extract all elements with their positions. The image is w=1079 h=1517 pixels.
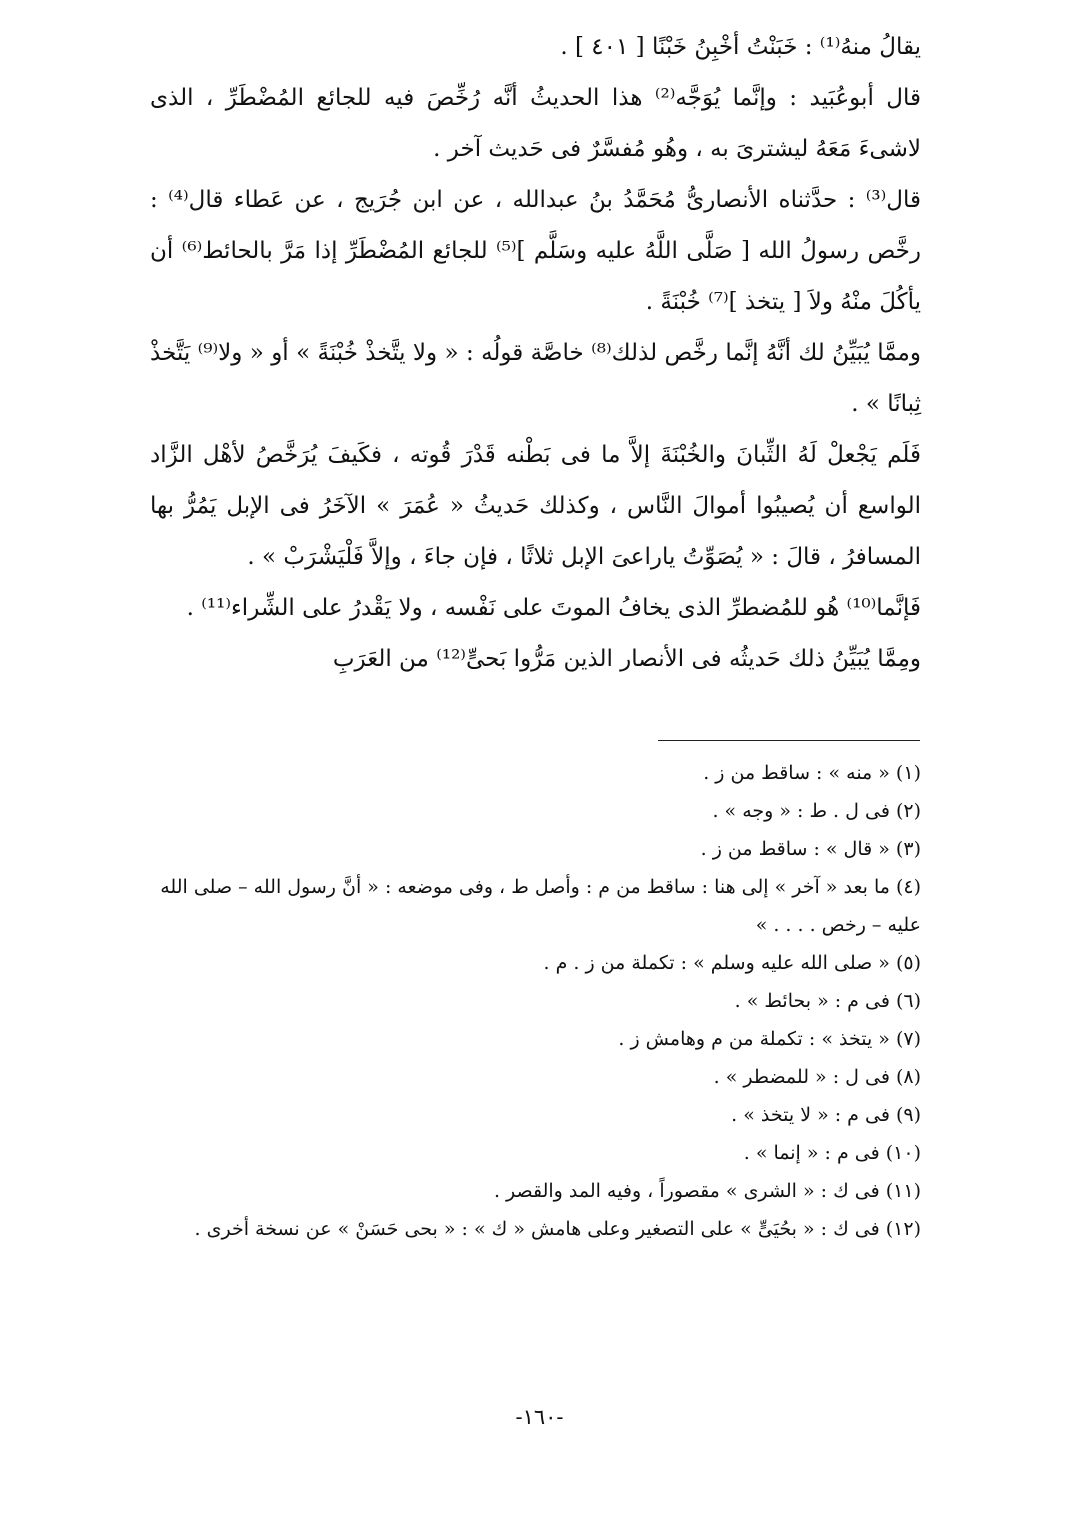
main-text (150, 22, 921, 685)
footnote-12: (١٢) فى ك : « بحُيَىٍّ » على التصغير وعلى هامش « ك » : « بحى حَسَنْ » عن نسخة أخرى . (194, 1218, 921, 1240)
footnote-7: (٧) « يتخذ » : تكملة من م وهامش ز . (618, 1028, 921, 1050)
body-paragraph-2: قال أبوعُبَيد : وإنَّما يُوَجَّه⁽²⁾ هذا الحديثُ أنَّه رُخِّصَ فيه للجائع المُضْطَرِّ ، الذى لاشىءَ مَعَهُ ليشترىَ به ، وهُو مُفسَّرٌ فى حَديث آخر . (150, 85, 921, 162)
body-paragraph-1: يقالُ منهُ⁽¹⁾ : خَبَنْتُ أخْبِنُ خَبْنًا [ ٤٠١ ] . (560, 34, 921, 60)
page-number: -١٦٠- (515, 1405, 564, 1429)
footnote-9: (٩) فى م : « لا يتخذ » . (731, 1104, 921, 1126)
footnotes (150, 754, 921, 1248)
body-paragraph-6: فَإنَّما⁽¹⁰⁾ هُو للمُضطرِّ الذى يخافُ الموتَ على نَفْسه ، ولا يَقْدرُ على الشِّراء⁽¹¹⁾ . (186, 595, 921, 621)
footnote-10: (١٠) فى م : « إنما » . (743, 1142, 921, 1164)
footnote-5: (٥) « صلى الله عليه وسلم » : تكملة من ز . م . (543, 952, 921, 974)
footnote-4: (٤) ما بعد « آخر » إلى هنا : ساقط من م : وأصل ط ، وفى موضعه : « أنَّ رسول الله – صلى الله عليه – رخص . . . . » (160, 876, 921, 936)
footnote-11: (١١) فى ك : « الشرى » مقصوراً ، وفيه المد والقصر . (493, 1180, 921, 1202)
body-paragraph-4: وممَّا يُبَيِّنُ لك أنَّهُ إنَّما رخَّص لذلك⁽⁸⁾ خاصَّة قولُه : « ولا يتَّخذْ خُبْنَةً » أو « ولا⁽⁹⁾ يَتَّخذْ ثِبانًا » . (150, 340, 921, 417)
footnote-6: (٦) فى م : « بحائط » . (734, 990, 921, 1012)
body-paragraph-7: ومِمَّا يُبَيِّنُ ذلك حَديثُه فى الأنصار الذين مَرُّوا بَحىٍّ⁽¹²⁾ من العَرَبِ (332, 646, 921, 672)
footnote-2: (٢) فى ل . ط : « وجه » . (712, 800, 921, 822)
footnote-1: (١) « منه » : ساقط من ز . (703, 762, 921, 784)
body-paragraph-3: قال⁽³⁾ : حدَّثناه الأنصارىُّ مُحَمَّدُ بنُ عبدالله ، عن ابن جُرَيج ، عن عَطاء قال⁽⁴⁾ : رخَّص رسولُ الله [ صَلَّى اللَّهُ عليه وسَلَّم ]⁽⁵⁾ للجائع المُضْطَرِّ إذا مَرَّ بالحائط⁽⁶⁾ أن يأكُلَ منْهُ ولاَ [ يتخذ ]⁽⁷⁾ خُبْنَةً . (150, 187, 921, 315)
footnote-3: (٣) « قال » : ساقط من ز . (700, 838, 921, 860)
footnote-8: (٨) فى ل : « للمضطر » . (713, 1066, 921, 1088)
footnote-divider (658, 740, 920, 741)
body-paragraph-5: فَلَم يَجْعلْ لَهُ الثِّبانَ والخُبْنَةَ إلاَّ ما فى بَطْنه قَدْرَ قُوته ، فكَيفَ يُرَخَّصُ لأهْل الزَّاد الواسع أن يُصيبُوا أموالَ النَّاس ، وكذلك حَديثُ « عُمَرَ » الآخَرُ فى الإبل يَمُرُّ بها المسافرُ ، قالَ : « يُصَوِّتُ ياراعىَ الإبل ثلاثًا ، فإن جاءَ ، وإلاَّ فَلْيَشْرَبْ » . (150, 442, 921, 570)
